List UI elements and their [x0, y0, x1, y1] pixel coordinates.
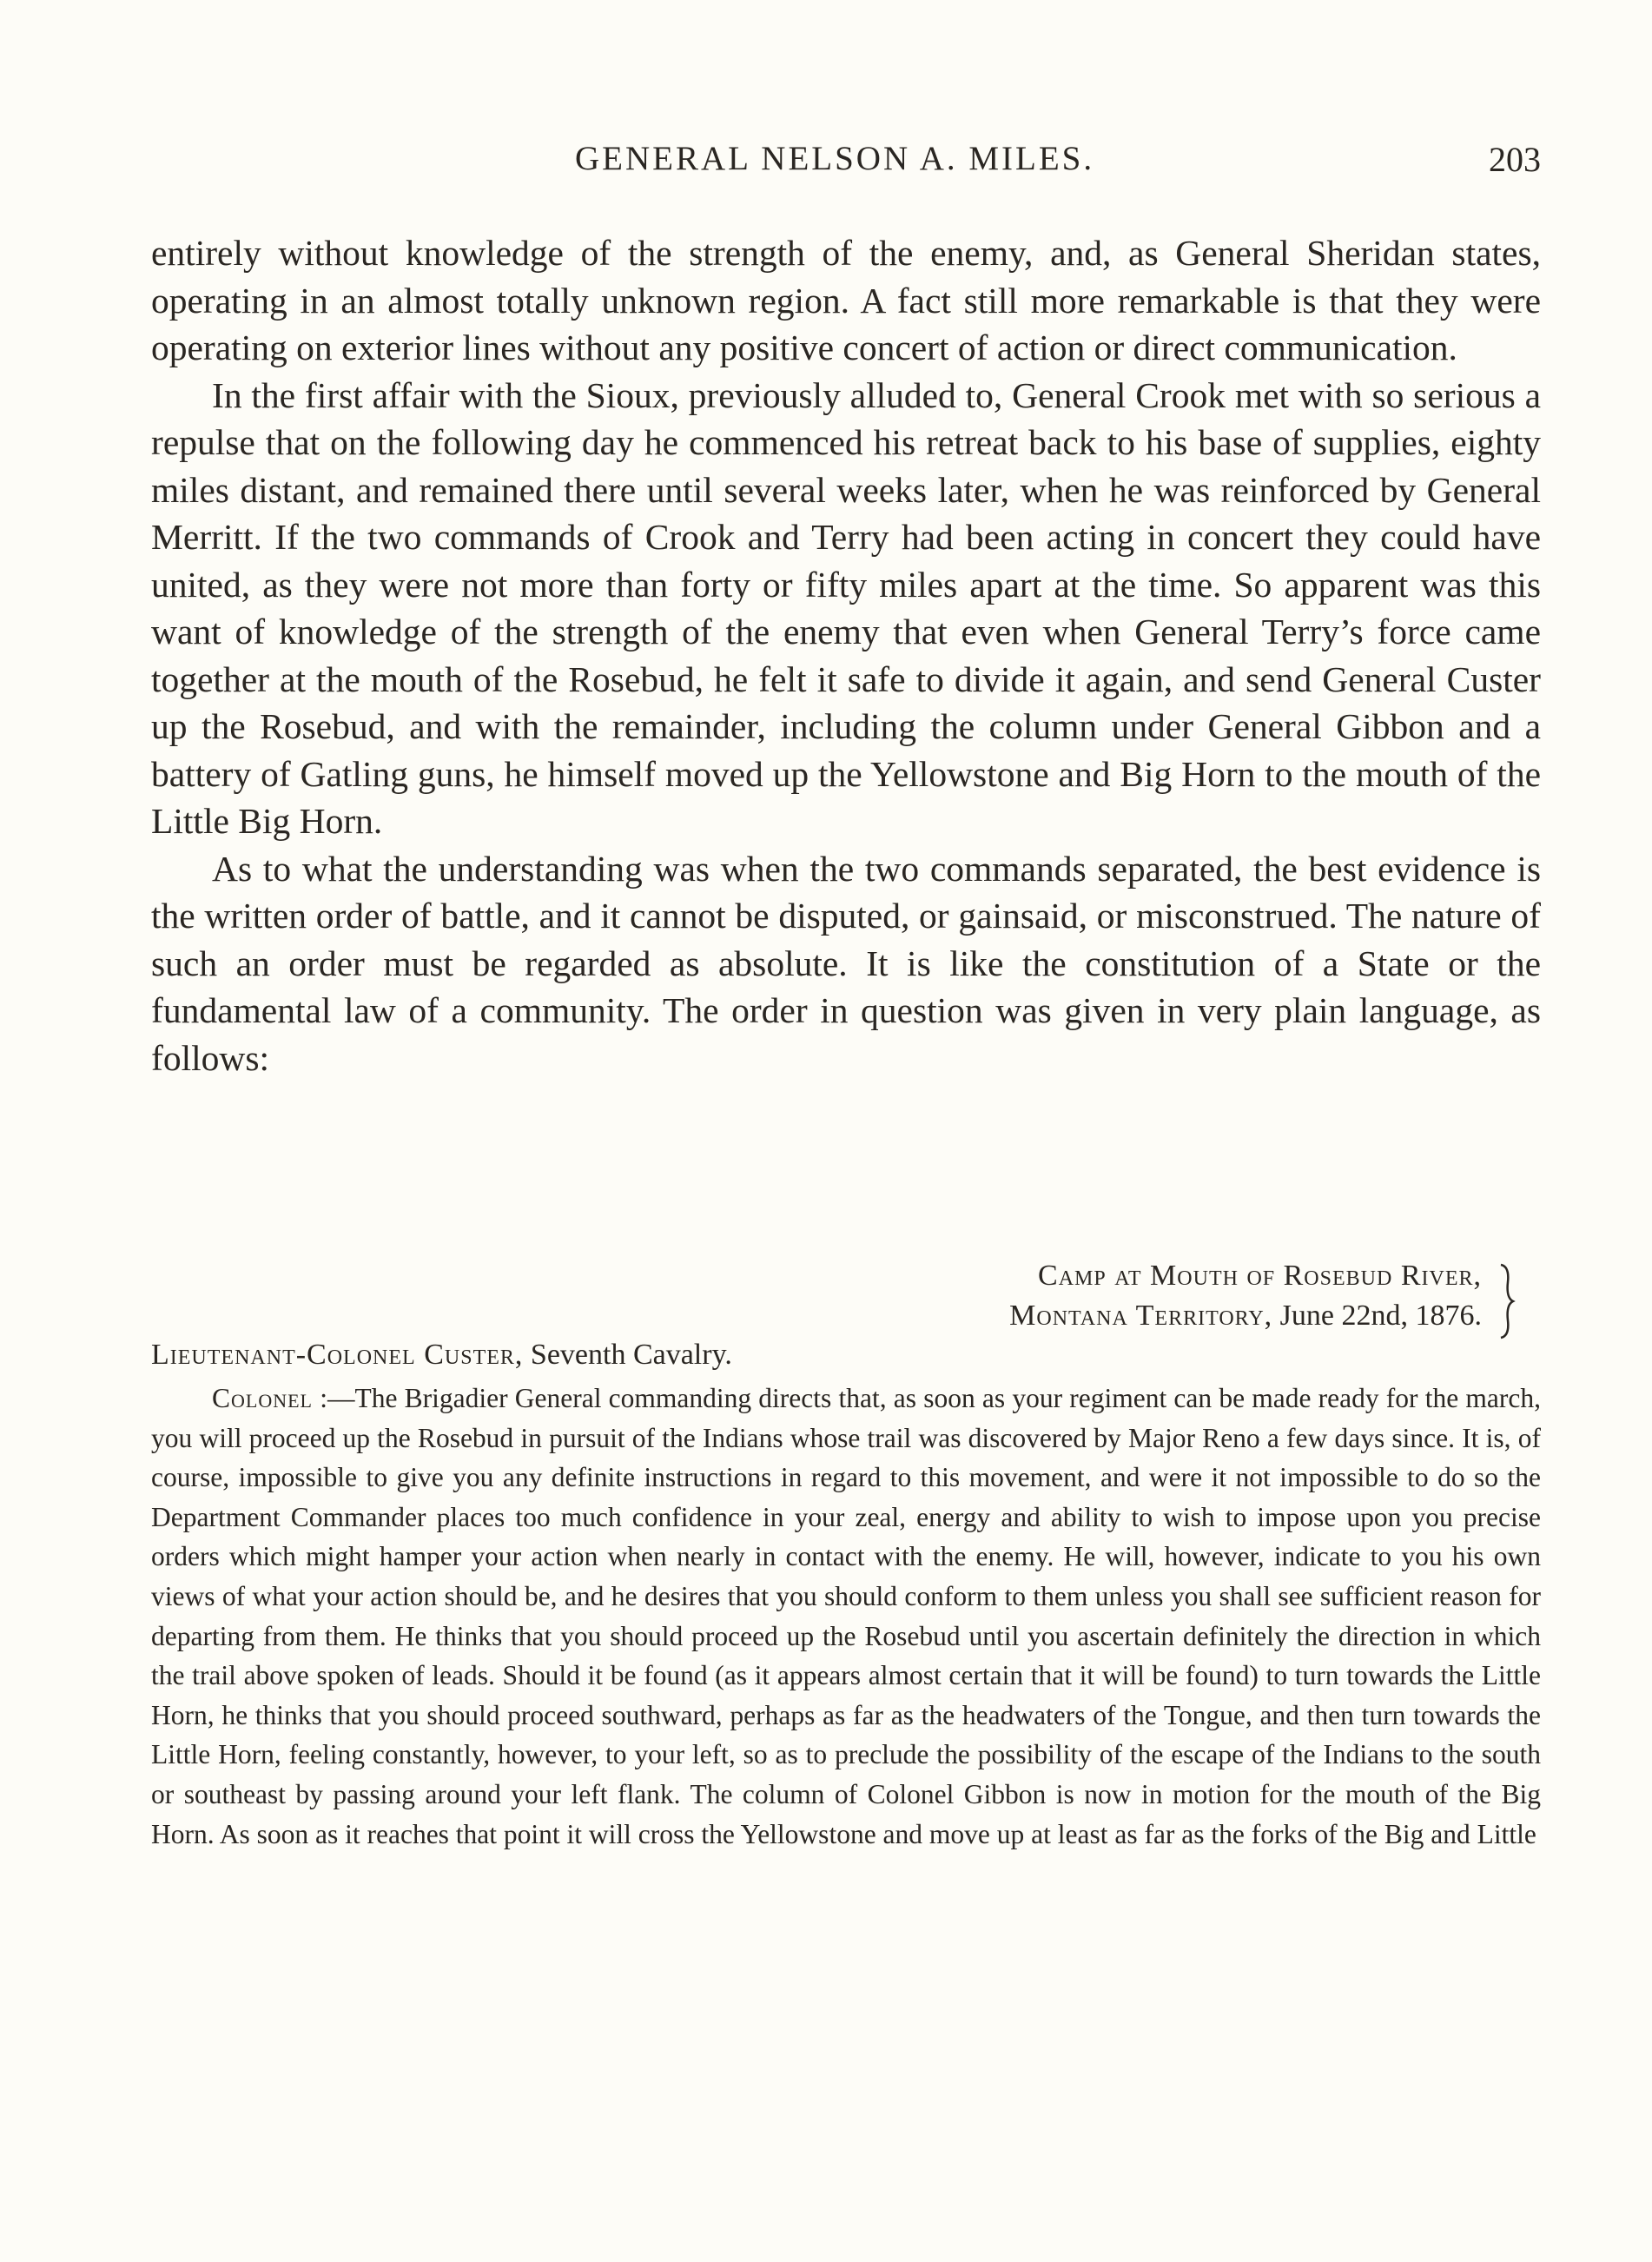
letter-text: The Brigadier General commanding directs that, as soon as your regiment can be made ready for the march, you will proceed up the Rosebud in pursuit of the Indians whose trail was discovered by Major Reno a few days since. It is, of course, impossible to give you any definite instructions in regard to this movement, and were it not impossible to do so the Department Commander places too much confidence in your zeal, energy and ability to wish to impose upon you precise orders which might hamper your action when nearly in contact with the enemy. He will, however, indicate to you his own views of what your action should be, and he desires that you should conform to them unless you shall see sufficient reason for departing from them. He thinks that you should proceed up the Rosebud until you ascertain definitely the direction in which the trail above spoken of leads. Should it be found (as it appears almost certain that it will be found) to turn towards the Little Horn, he thinks that you should proceed southward, perhaps as far as the headwaters of the Tongue, and then turn towards the Little Horn, feeling constantly, however, to your left, so as to preclude the possibility of the escape of the Indians to the south or southeast by passing around your left flank. The column of Colonel Gibbon is now in motion for the mouth of the Big Horn. As soon as it reaches that point it will cross the Yellowstone and move up at least as far as the forks of the Big and Little [151, 1383, 1541, 1849]
paragraph-continuation: entirely without knowledge of the strength of the enemy, and, as General Sheridan states, operating in an almost totally unknown region. A fact still more remarkable is that they were operating on exterior lines without any positive concert of action or direct communication. [151, 233, 1541, 367]
salutation-dash: :— [313, 1383, 355, 1413]
addressee-rank: Lieutenant-Colonel Custer, [151, 1339, 524, 1371]
addressee-unit: Seventh Cavalry. [523, 1339, 732, 1371]
dateline-date: June 22nd, 1876. [1272, 1300, 1482, 1332]
dateline-place: Camp at Mouth of Rosebud River, [1038, 1260, 1482, 1292]
dateline-territory: Montana Territory, [1009, 1300, 1273, 1332]
letter-body [151, 1379, 1541, 1854]
letter-addressee [151, 1339, 732, 1372]
letter-paragraph [151, 1379, 1541, 1854]
dateline-line-2 [1009, 1300, 1482, 1333]
brace-icon [1497, 1263, 1517, 1339]
letter-salutation: Colonel [212, 1383, 313, 1413]
running-head [151, 139, 1541, 191]
body-text [151, 229, 1541, 1081]
paragraph-order-of-battle: As to what the understanding was when the two commands separated, the best evidence is the written order of battle, and it cannot be disputed, or gainsaid, or misconstrued. The nature of such an order must be regarded as absolute. It is like the constitution of a State or the fundamental law of a community. The order in question was given in very plain language, as follows: [151, 848, 1541, 1078]
running-title: GENERAL NELSON A. MILES. [575, 140, 1095, 177]
dateline-line-1 [1038, 1260, 1482, 1293]
paragraph-crook-terry: In the first affair with the Sioux, previously alluded to, General Crook met with so serious a repulse that on the following day he commenced his retreat back to his base of supplies, eighty miles distant, and remained there until several weeks later, when he was reinforced by General Merritt. If the two commands of Crook and Terry had been acting in concert they could have united, as they were not more than forty or fifty miles apart at the time. So apparent was this want of knowledge of the strength of the enemy that even when General Terry’s force came together at the mouth of the Rosebud, he felt it safe to divide it again, and send General Custer up the Rosebud, and with the remainder, including the column under General Gibbon and a battery of Gatling guns, he himself moved up the Yellowstone and Big Horn to the mouth of the Little Big Horn. [151, 374, 1541, 841]
page-number: 203 [1489, 140, 1541, 179]
